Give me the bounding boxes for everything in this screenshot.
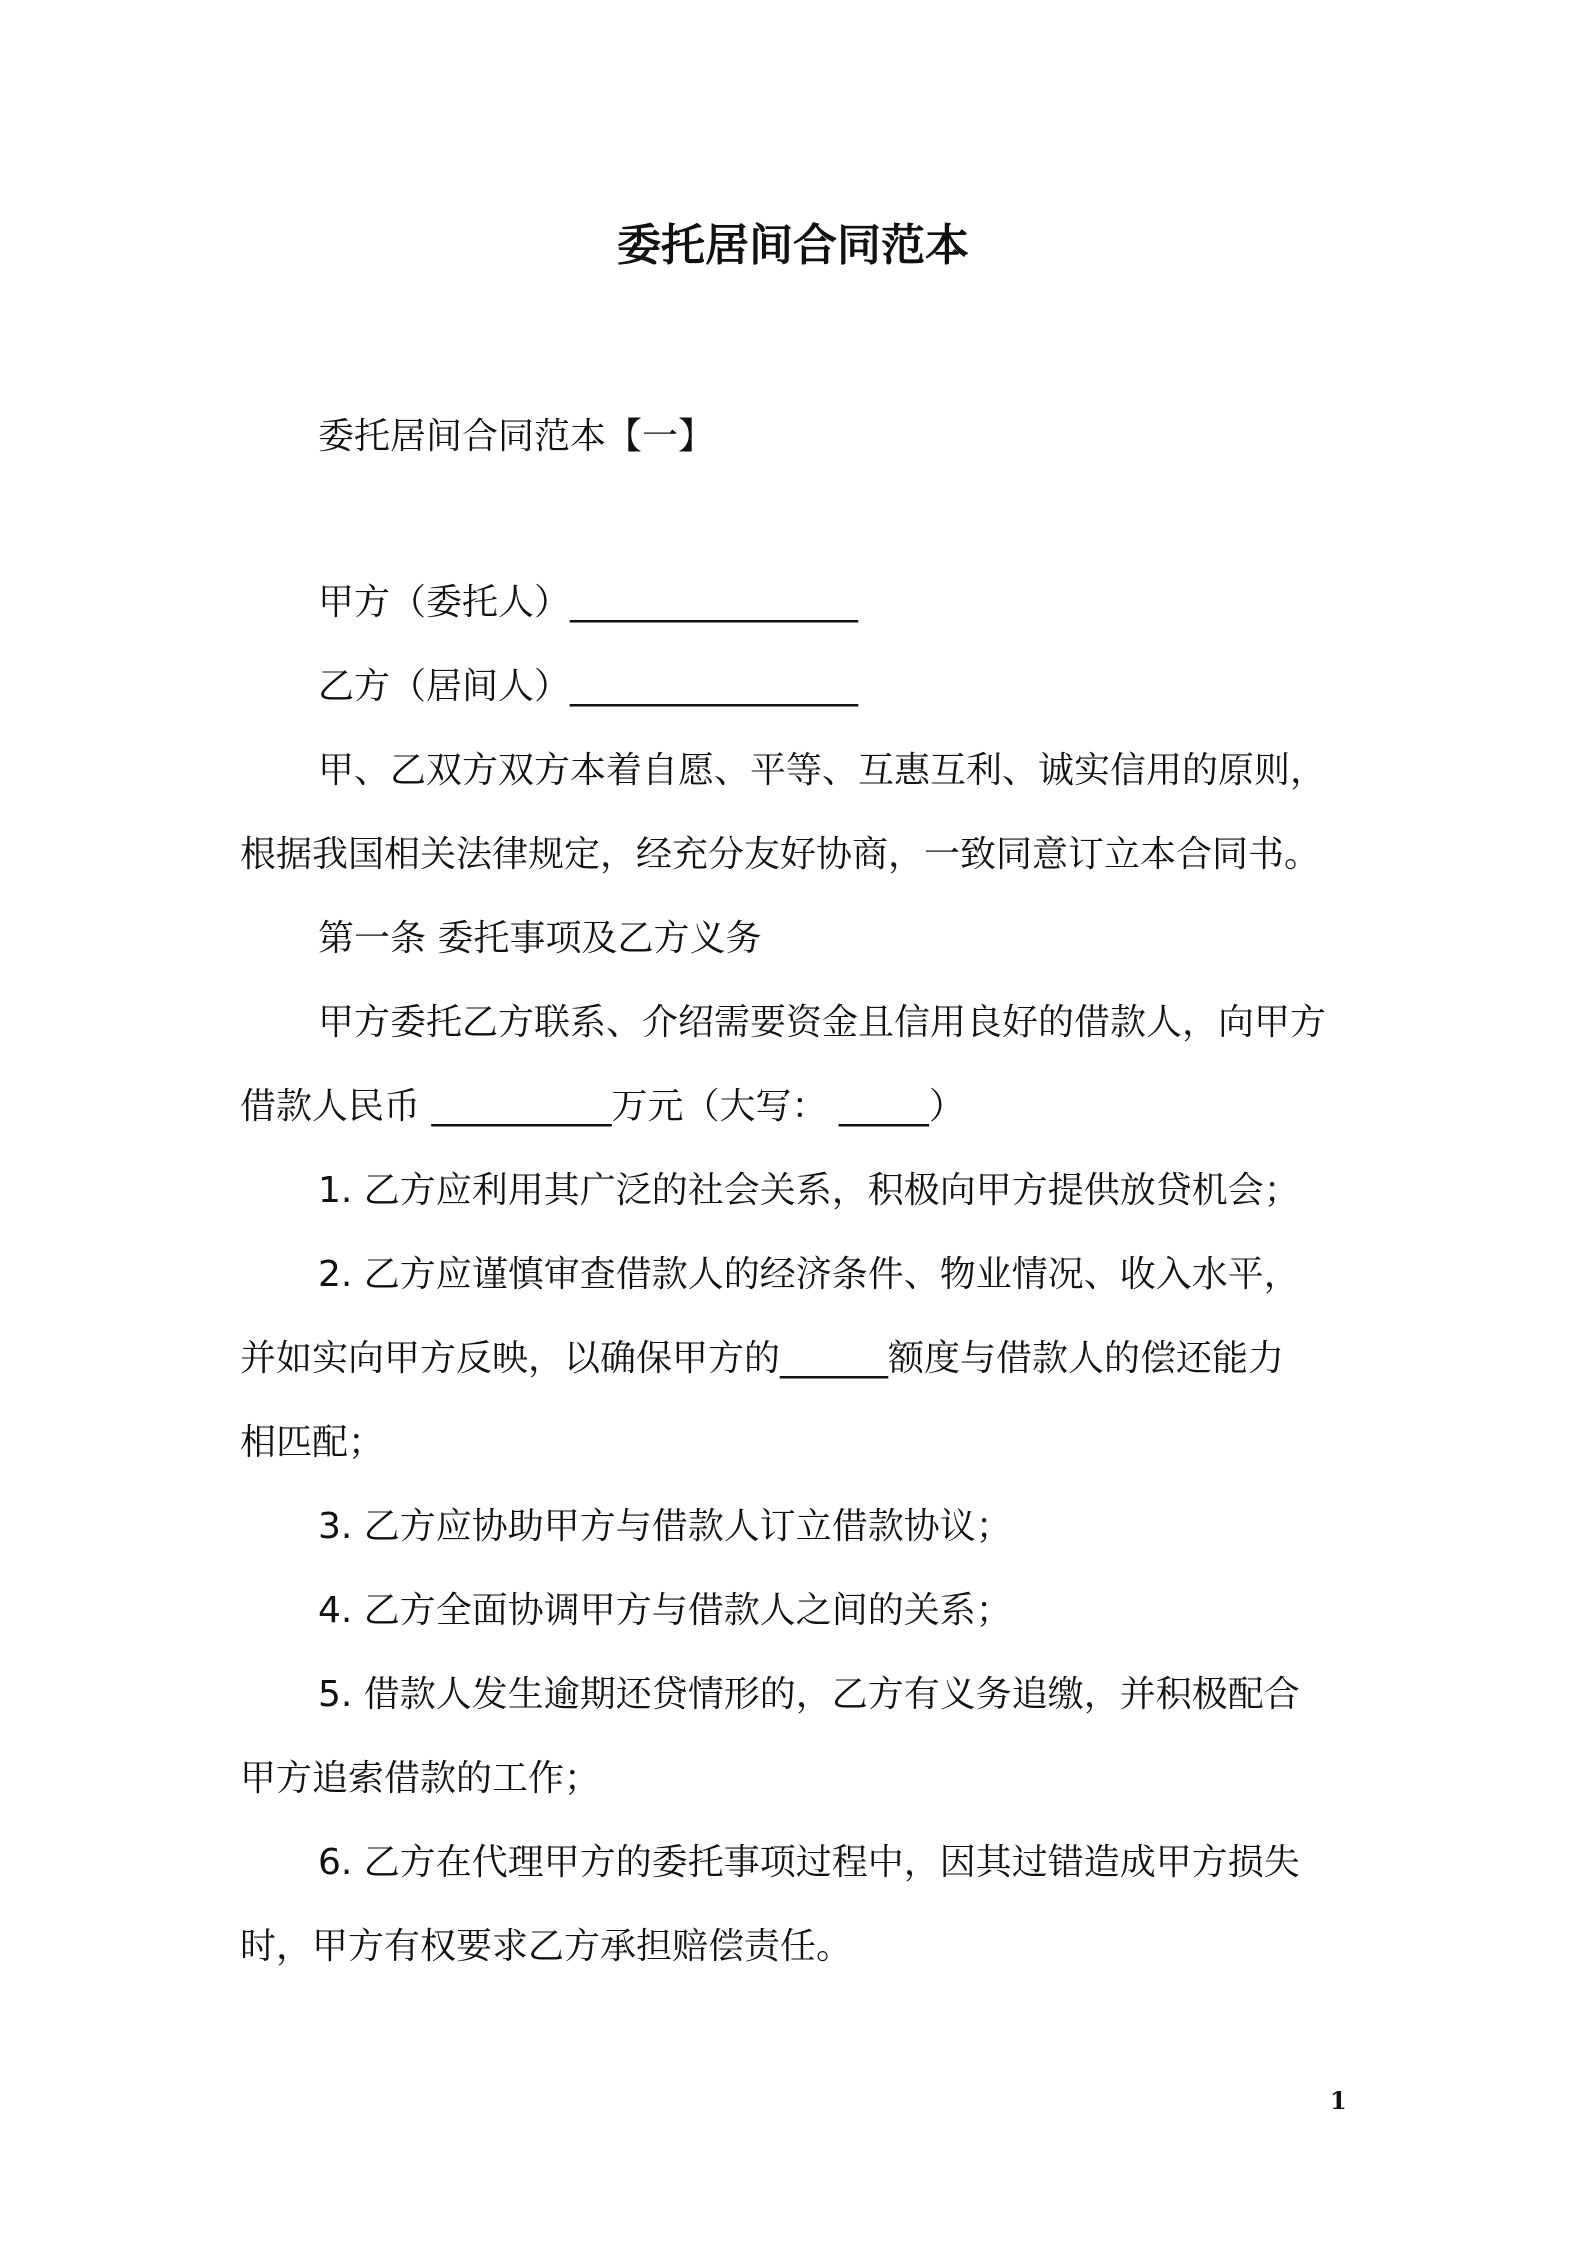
item-2-line-3: 相匹配； <box>240 1422 385 1463</box>
intro-line-2: 根据我国相关法律规定，经充分友好协商，一致同意订立本合同书。 <box>240 834 1321 875</box>
document-title: 委托居间合同范本 <box>617 220 969 271</box>
section-heading: 委托居间合同范本【一】 <box>318 416 715 457</box>
item-5-line-2: 甲方追索借款的工作； <box>240 1758 601 1799</box>
article1-body-line-1: 甲方委托乙方联系、介绍需要资金且信用良好的借款人，向甲方 <box>318 1002 1327 1043</box>
page-number: 1 <box>1330 2086 1347 2115</box>
intro-line-1: 甲、乙双方双方本着自愿、平等、互惠互利、诚实信用的原则， <box>318 750 1327 791</box>
item-2-line-2: 并如实向甲方反映，以确保甲方的______额度与借款人的偿还能力 <box>240 1338 1285 1379</box>
item-2-line-1: 2. 乙方应谨慎审查借款人的经济条件、物业情况、收入水平， <box>318 1254 1300 1295</box>
item-1: 1. 乙方应利用其广泛的社会关系，积极向甲方提供放贷机会； <box>318 1170 1300 1211</box>
item-4: 4. 乙方全面协调甲方与借款人之间的关系； <box>318 1590 1012 1631</box>
item-6-line-2: 时，甲方有权要求乙方承担赔偿责任。 <box>240 1926 853 1967</box>
party-a-line: 甲方（委托人）________________ <box>318 582 859 623</box>
article1-heading: 第一条 委托事项及乙方义务 <box>318 918 762 959</box>
article1-body-line-2: 借款人民币 __________万元（大写： _____） <box>240 1086 965 1127</box>
item-5-line-1: 5. 借款人发生逾期还贷情形的，乙方有义务追缴，并积极配合 <box>318 1674 1300 1715</box>
item-6-line-1: 6. 乙方在代理甲方的委托事项过程中，因其过错造成甲方损失 <box>318 1842 1300 1883</box>
party-b-line: 乙方（居间人）________________ <box>318 666 859 707</box>
item-3: 3. 乙方应协助甲方与借款人订立借款协议； <box>318 1506 1012 1547</box>
